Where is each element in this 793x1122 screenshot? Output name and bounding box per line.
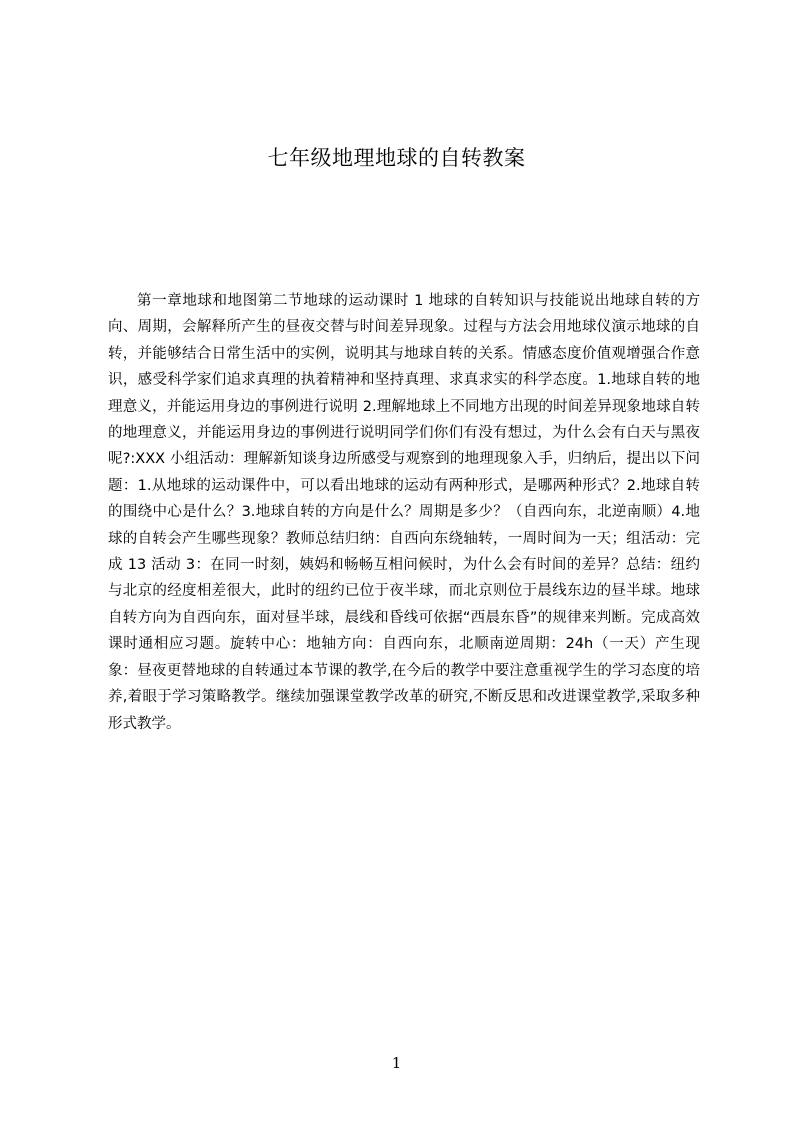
document-title: 七年级地理地球的自转教案 <box>267 146 526 170</box>
page-number: 1 <box>391 1054 402 1072</box>
body-paragraph: 第一章地球和地图第二节地球的运动课时 1 地球的自转知识与技能说出地球自转的方向、周期，会解释所产生的昼夜交替与时间差异现象。过程与方法会用地球仪演示地球的自转，并能够结合日常生活中的实例，说明其与地球自转的关系。情感态度价值观增强合作意识，感受科学家们追求真理的执着精神和坚持真理、求真求实的科学态度。1.地球自转的地理意义，并能运用身边的事例进行说明 2.理解地球上不同地方出现的时间差异现象地球自转的地理意义，并能运用身边的事例进行说明同学们你们有没有想过，为什么会有白天与黑夜呢?:XXX 小组活动：理解新知谈身边所感受与观察到的地理现象入手，归纳后，提出以下问题：1.从地球的运动课件中，可以看出地球的运动有两种形式，是哪两种形式？2.地球自转的围绕中心是什么？3.地球自转的方向是什么？周期是多少？（自西向东，北逆南顺）4.地球的自转会产生哪些现象？教师总结归纳：自西向东绕轴转，一周时间为一天；组活动：完成 13 活动 3：在同一时刻，姨妈和畅畅互相问候时，为什么会有时间的差异？总结：纽约与北京的经度相差很大，此时的纽约已位于夜半球，而北京则位于晨线东边的昼半球。地球自转方向为自西向东，面对昼半球，晨线和昏线可依据“西晨东昏”的规律来判断。完成高效课时通相应习题。旋转中心：地轴方向：自西向东，北顺南逆周期：24h（一天）产生现象：昼夜更替地球的自转通过本节课的教学,在今后的教学中要注意重视学生的学习态度的培养,着眼于学习策略教学。继续加强课堂教学改革的研究,不断反思和改进课堂教学,采取多种形式教学。 <box>108 293 700 732</box>
